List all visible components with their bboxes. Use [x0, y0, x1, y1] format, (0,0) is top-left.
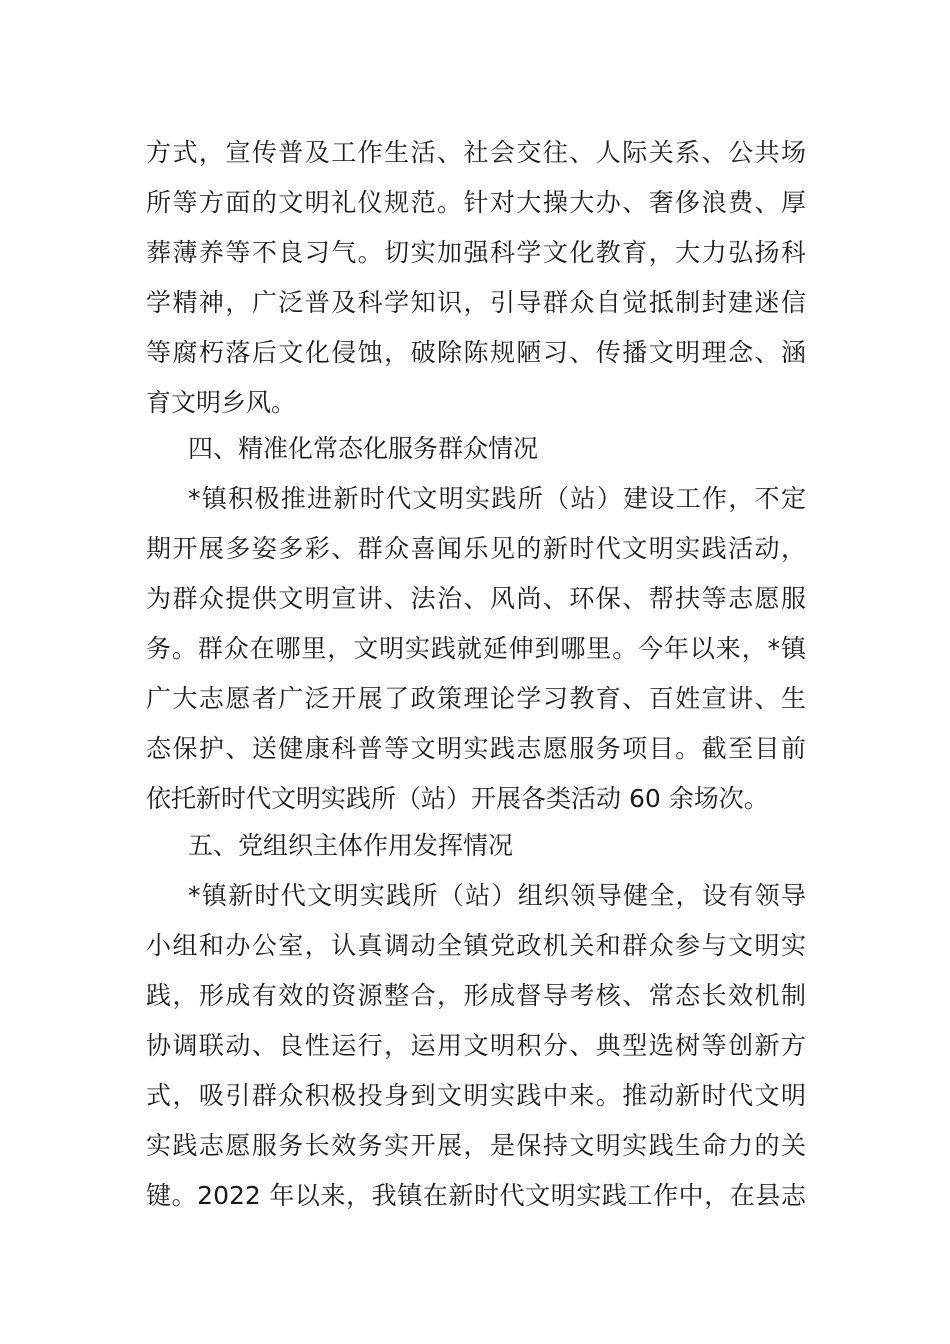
text-line: 期开展多姿多彩、群众喜闻乐见的新时代文明实践活动， — [146, 534, 806, 563]
text-line: 所等方面的文明礼仪规范。针对大操大办、奢侈浪费、厚 — [146, 188, 806, 217]
text-line: 小组和办公室，认真调动全镇党政机关和群众参与文明实 — [146, 931, 806, 960]
text-line: 式，吸引群众积极投身到文明实践中来。推动新时代文明 — [146, 1081, 806, 1110]
text-line: 协调联动、良性运行，运用文明积分、典型选树等创新方 — [146, 1031, 806, 1060]
text-line: 实践志愿服务长效务实开展，是保持文明实践生命力的关 — [146, 1131, 806, 1160]
section-heading: 四、精准化常态化服务群众情况 — [188, 434, 539, 463]
text-line: 育文明乡风。 — [146, 388, 297, 417]
text-line: 践，形成有效的资源整合，形成督导考核、常态长效机制 — [146, 981, 806, 1010]
text-line: 键。2022 年以来，我镇在新时代文明实践工作中，在县志 — [146, 1181, 806, 1210]
text-line: 务。群众在哪里，文明实践就延伸到哪里。今年以来，*镇 — [146, 634, 806, 663]
section-heading: 五、党组织主体作用发挥情况 — [188, 831, 514, 860]
text-line: 为群众提供文明宣讲、法治、风尚、环保、帮扶等志愿服 — [146, 584, 806, 613]
text-line: 学精神，广泛普及科学知识，引导群众自觉抵制封建迷信 — [146, 288, 806, 317]
text-line: 态保护、送健康科普等文明实践志愿服务项目。截至目前 — [146, 734, 806, 763]
text-line: *镇新时代文明实践所（站）组织领导健全，设有领导 — [188, 881, 806, 910]
text-line: 葬薄养等不良习气。切实加强科学文化教育，大力弘扬科 — [146, 238, 806, 267]
text-line: 广大志愿者广泛开展了政策理论学习教育、百姓宣讲、生 — [146, 684, 806, 713]
text-line: 等腐朽落后文化侵蚀，破除陈规陋习、传播文明理念、涵 — [146, 338, 806, 367]
text-line: *镇积极推进新时代文明实践所（站）建设工作，不定 — [188, 484, 806, 513]
text-line: 方式，宣传普及工作生活、社会交往、人际关系、公共场 — [146, 138, 806, 167]
text-line: 依托新时代文明实践所（站）开展各类活动 60 余场次。 — [146, 784, 769, 813]
